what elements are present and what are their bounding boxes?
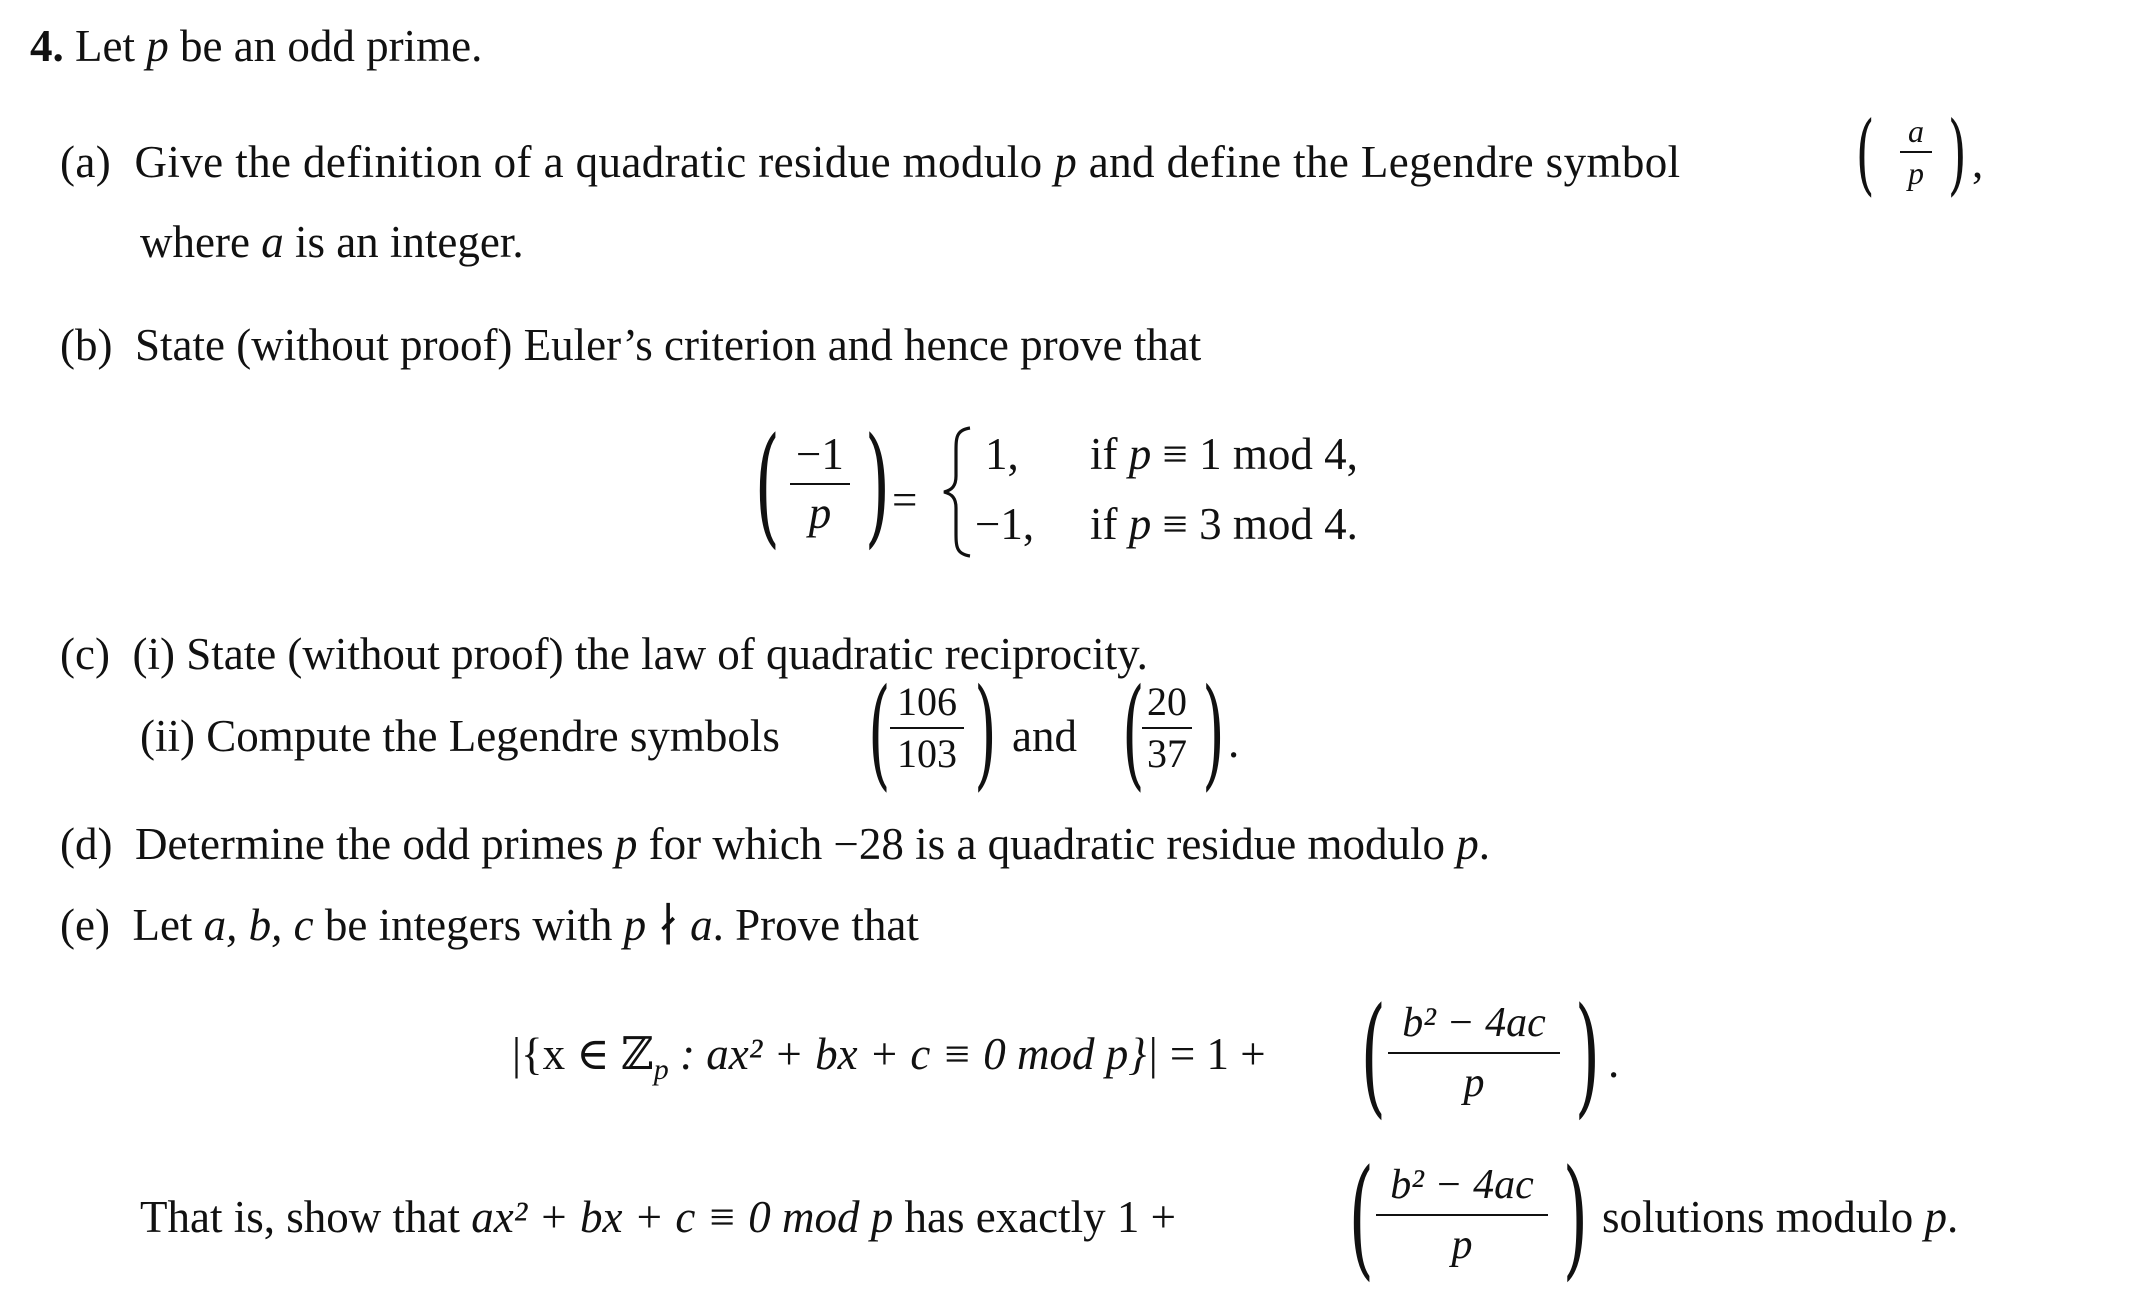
part-e-eq-frac-top: b² − 4ac [1402,1000,1546,1046]
part-b-case1-value: 1, [985,429,1019,479]
part-c-sub-i-label: (i) [132,629,175,679]
part-b-lhs-bot: p [808,488,832,538]
part-c-symbol1-left-paren: ( [868,664,891,803]
part-c-label: (c) [60,629,110,679]
part-a-comma: , [1972,137,1984,187]
part-e-final-line [140,1192,1177,1242]
problem-intro-var: p [146,21,169,71]
part-e-eq-fraction [1388,1002,1560,1104]
part-c-symbol2-right-paren: ) [1202,664,1225,803]
part-e-equation-lhs [512,1029,1266,1086]
part-a-legendre-symbol [1900,115,1932,189]
part-d-text: Determine the odd primes [134,819,604,869]
part-c-symbol1-bar [890,727,964,729]
part-e-final-eq: ax² + bx + c ≡ 0 mod p [471,1192,894,1242]
part-b-case1-if: if [1090,429,1118,479]
part-e-eq-sub: p [653,1053,669,1086]
part-a-symbol-right-paren: ) [1947,102,1967,205]
part-b-case2-if: if [1090,499,1118,549]
part-b-case2-value: −1, [975,499,1035,549]
part-c-symbol2-top: 20 [1147,679,1187,724]
part-c-and: and [1012,711,1077,761]
part-e-text-suffix: . Prove that [712,900,919,950]
part-d-text2: for which −28 is a quadratic residue modulo [648,819,1446,869]
part-a-text: Give the definition of a quadratic residue modulo [134,137,1043,187]
part-a-symbol-left-paren: ( [1855,102,1875,205]
part-a-line2-var: a [261,217,284,267]
part-e-eq-right-paren: ) [1574,979,1601,1131]
problem-header [30,21,483,71]
part-e-final-var: p [1924,1192,1948,1242]
part-a-text2: and define the Legendre symbol [1088,137,1681,187]
part-a-var-p: p [1054,137,1078,187]
part-b-cases-brace [940,424,980,560]
part-e-final-frac-top: b² − 4ac [1390,1162,1534,1208]
part-e-eq-period: . [1608,1037,1620,1087]
part-d-var-p: p [614,819,638,869]
part-a-line2-suffix: is an integer. [294,217,524,267]
part-c-symbol1-top: 106 [897,679,957,724]
part-b-equals: = [892,475,918,525]
part-c-symbol2-bot: 37 [1147,731,1187,776]
part-a-line2 [140,217,524,267]
part-e-eq-equals: = 1 + [1169,1029,1266,1079]
part-b-label: (b) [60,320,113,370]
part-e-eq-lhs: |{x ∈ ℤ [512,1029,654,1079]
part-c-symbol2 [1142,679,1192,776]
part-b-lhs-left-paren: ( [754,409,781,561]
part-b-case2-rest: ≡ 3 mod 4. [1162,499,1358,549]
part-b-case1-var: p [1128,429,1152,479]
part-a-label: (a) [60,137,112,187]
part-e-eq-left-paren: ( [1360,979,1387,1131]
part-c-symbol2-left-paren: ( [1122,664,1145,803]
part-b-line1 [60,320,1202,370]
part-b-case1-condition [1090,429,1358,479]
part-d-line [60,819,1491,869]
part-c-line2 [140,711,780,761]
part-e-final-frac-bar [1376,1214,1548,1216]
part-b-lhs-bar [790,483,850,485]
part-c-sub-i-text: State (without proof) the law of quadratic reciprocity. [186,629,1148,679]
part-e-final-mid: has exactly 1 + [904,1192,1177,1242]
part-e-eq-frac-bar [1388,1052,1560,1054]
problem-number: 4. [30,21,64,71]
part-e-final-left-paren: ( [1348,1141,1375,1293]
part-b-case2-var: p [1128,499,1152,549]
part-e-final-fraction [1376,1164,1548,1266]
part-c-symbol1-right-paren: ) [974,664,997,803]
problem-intro-prefix: Let [75,21,135,71]
part-e-final-right-paren: ) [1562,1141,1589,1293]
part-c-symbol1-bot: 103 [897,731,957,776]
part-a-line1 [60,137,1681,187]
part-b-lhs-top: −1 [796,429,844,479]
part-c-symbol2-bar [1142,727,1192,729]
part-d-var-p2: p [1456,819,1479,869]
part-b-text: State (without proof) Euler’s criterion and hence prove that [134,320,1202,370]
part-e-final-tail [1602,1192,1959,1242]
part-e-label: (e) [60,900,110,950]
part-a-symbol-top: a [1908,113,1924,149]
part-b-case1-rest: ≡ 1 mod 4, [1162,429,1358,479]
part-e-final-suffix: solutions modulo [1602,1192,1914,1242]
part-b-lhs-right-paren: ) [864,409,891,561]
part-c-symbol1 [890,679,964,776]
part-d-period: . [1478,819,1491,869]
part-e-eq-frac-bot: p [1463,1060,1485,1106]
problem-intro-suffix: be an odd prime. [179,21,483,71]
part-c-sub-ii-label: (ii) [140,711,195,761]
part-c-period: . [1228,717,1240,767]
part-b-case2-condition [1090,499,1358,549]
part-e-text-prefix: Let [132,900,193,950]
part-a-symbol-bar [1900,151,1932,153]
part-e-vars: a, b, c [203,900,314,950]
part-b-lhs-symbol [790,429,850,538]
part-e-condition: p ∤ a [623,900,713,950]
part-d-label: (d) [60,819,113,869]
part-e-eq-lhs-rest: : ax² + bx + c ≡ 0 mod p}| [680,1029,1159,1079]
part-e-final-prefix: That is, show that [140,1192,460,1242]
part-a-line2-prefix: where [140,217,250,267]
part-e-line1 [60,900,919,950]
part-e-final-frac-bot: p [1451,1222,1473,1268]
part-e-text-mid: be integers with [324,900,613,950]
part-e-final-period: . [1947,1192,1959,1242]
part-c-sub-ii-text: Compute the Legendre symbols [206,711,780,761]
part-a-symbol-bot: p [1908,155,1924,191]
